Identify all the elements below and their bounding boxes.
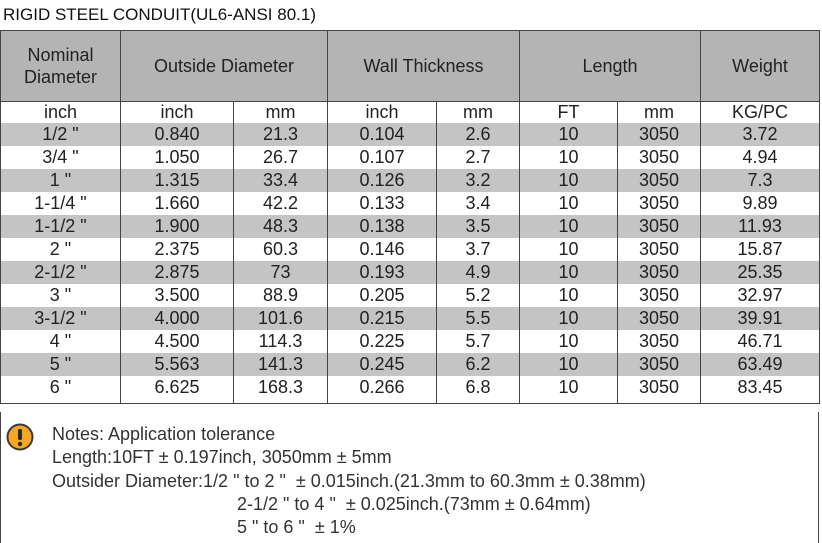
unit-cell: KG/PC: [701, 102, 820, 124]
table-cell: 1.050: [121, 146, 234, 169]
table-row: [1, 146, 820, 169]
table-cell: 114.3: [234, 330, 328, 353]
unit-cell: FT: [520, 102, 618, 124]
table-cell: 3050: [618, 307, 701, 330]
table-cell: 4.000: [121, 307, 234, 330]
table-cell: 4.94: [701, 146, 820, 169]
table-cell: 2-1/2 ": [1, 261, 121, 284]
table-cell: 2.7: [437, 146, 520, 169]
table-cell: 73: [234, 261, 328, 284]
table-cell: 168.3: [234, 376, 328, 404]
table-cell: 3.500: [121, 284, 234, 307]
table-cell: 88.9: [234, 284, 328, 307]
unit-cell: inch: [1, 102, 121, 124]
table-cell: 4.9: [437, 261, 520, 284]
table-cell: 0.205: [328, 284, 437, 307]
table-cell: 3050: [618, 284, 701, 307]
table-cell: 6.625: [121, 376, 234, 404]
table-cell: 0.126: [328, 169, 437, 192]
table-cell: 10: [520, 307, 618, 330]
exclamation-warning-icon: [6, 423, 34, 451]
table-cell: 2.875: [121, 261, 234, 284]
table-cell: 3050: [618, 192, 701, 215]
table-cell: 2.6: [437, 123, 520, 146]
table-cell: 6.8: [437, 376, 520, 404]
notes-outside-diameter-3: 5 " to 6 " ± 1%: [237, 517, 356, 537]
table-cell: 63.49: [701, 353, 820, 376]
unit-cell: inch: [328, 102, 437, 124]
table-cell: 10: [520, 238, 618, 261]
header-length: Length: [520, 31, 701, 102]
table-cell: 0.104: [328, 123, 437, 146]
table-cell: 11.93: [701, 215, 820, 238]
table-cell: 26.7: [234, 146, 328, 169]
conduit-spec-table: [0, 30, 820, 404]
table-cell: 5.7: [437, 330, 520, 353]
table-row: [1, 376, 820, 404]
table-cell: 3050: [618, 261, 701, 284]
unit-cell: mm: [618, 102, 701, 124]
table-cell: 1.660: [121, 192, 234, 215]
table-cell: 3050: [618, 353, 701, 376]
table-cell: 0.138: [328, 215, 437, 238]
table-cell: 1 ": [1, 169, 121, 192]
table-cell: 5 ": [1, 353, 121, 376]
notes-length: Length:10FT ± 0.197inch, 3050mm ± 5mm: [52, 447, 392, 467]
table-cell: 0.107: [328, 146, 437, 169]
table-row: [1, 192, 820, 215]
table-cell: 1-1/2 ": [1, 215, 121, 238]
table-cell: 0.225: [328, 330, 437, 353]
table-cell: 3050: [618, 123, 701, 146]
table-cell: 1.315: [121, 169, 234, 192]
table-cell: 60.3: [234, 238, 328, 261]
units-row: [1, 102, 820, 124]
table-cell: 3050: [618, 376, 701, 404]
table-cell: 3/4 ": [1, 146, 121, 169]
table-cell: 1/2 ": [1, 123, 121, 146]
table-cell: 3050: [618, 146, 701, 169]
table-cell: 101.6: [234, 307, 328, 330]
table-cell: 6.2: [437, 353, 520, 376]
table-cell: 33.4: [234, 169, 328, 192]
table-row: [1, 307, 820, 330]
table-cell: 10: [520, 261, 618, 284]
notes-section: [0, 412, 819, 543]
table-cell: 4.500: [121, 330, 234, 353]
table-cell: 0.840: [121, 123, 234, 146]
table-cell: 3.2: [437, 169, 520, 192]
table-cell: 1.900: [121, 215, 234, 238]
table-cell: 3-1/2 ": [1, 307, 121, 330]
table-cell: 25.35: [701, 261, 820, 284]
table-row: [1, 330, 820, 353]
table-row: [1, 284, 820, 307]
table-cell: 10: [520, 330, 618, 353]
table-cell: 39.91: [701, 307, 820, 330]
table-cell: 0.146: [328, 238, 437, 261]
table-cell: 0.193: [328, 261, 437, 284]
table-cell: 10: [520, 215, 618, 238]
table-cell: 1-1/4 ": [1, 192, 121, 215]
table-cell: 4 ": [1, 330, 121, 353]
table-cell: 3 ": [1, 284, 121, 307]
table-row: [1, 215, 820, 238]
table-cell: 21.3: [234, 123, 328, 146]
table-cell: 32.97: [701, 284, 820, 307]
table-cell: 10: [520, 169, 618, 192]
table-cell: 5.563: [121, 353, 234, 376]
notes-outside-diameter-1: Outsider Diameter:1/2 " to 2 " ± 0.015inch.(21.3mm to 60.3mm ± 0.38mm): [52, 471, 646, 491]
table-row: [1, 353, 820, 376]
table-cell: 83.45: [701, 376, 820, 404]
table-cell: 0.215: [328, 307, 437, 330]
table-cell: 42.2: [234, 192, 328, 215]
unit-cell: inch: [121, 102, 234, 124]
unit-cell: mm: [234, 102, 328, 124]
table-cell: 3050: [618, 169, 701, 192]
table-cell: 10: [520, 123, 618, 146]
table-cell: 6 ": [1, 376, 121, 404]
header-row: [1, 31, 820, 102]
header-outside-diameter: Outside Diameter: [121, 31, 328, 102]
table-cell: 2 ": [1, 238, 121, 261]
table-cell: 5.5: [437, 307, 520, 330]
notes-outside-diameter-2: 2-1/2 " to 4 " ± 0.025inch.(73mm ± 0.64mm): [237, 494, 591, 514]
table-cell: 3050: [618, 238, 701, 261]
table-cell: 10: [520, 353, 618, 376]
header-wall-thickness: Wall Thickness: [328, 31, 520, 102]
table-cell: 0.133: [328, 192, 437, 215]
table-cell: 10: [520, 192, 618, 215]
table-cell: 0.266: [328, 376, 437, 404]
table-cell: 3.4: [437, 192, 520, 215]
table-row: [1, 123, 820, 146]
table-cell: 3050: [618, 330, 701, 353]
notes-heading: Notes: Application tolerance: [52, 424, 276, 444]
table-row: [1, 261, 820, 284]
table-cell: 3.5: [437, 215, 520, 238]
table-row: [1, 238, 820, 261]
table-cell: 10: [520, 284, 618, 307]
table-cell: 10: [520, 146, 618, 169]
table-cell: 15.87: [701, 238, 820, 261]
table-cell: 3.7: [437, 238, 520, 261]
table-cell: 46.71: [701, 330, 820, 353]
table-cell: 141.3: [234, 353, 328, 376]
table-cell: 10: [520, 376, 618, 404]
table-cell: 9.89: [701, 192, 820, 215]
table-row: [1, 169, 820, 192]
header-weight: Weight: [701, 31, 820, 102]
table-cell: 3.72: [701, 123, 820, 146]
table-cell: 0.245: [328, 353, 437, 376]
header-nominal-diameter: Nominal Diameter: [1, 31, 121, 102]
table-cell: 48.3: [234, 215, 328, 238]
table-cell: 5.2: [437, 284, 520, 307]
table-cell: 7.3: [701, 169, 820, 192]
table-cell: 3050: [618, 215, 701, 238]
table-cell: 2.375: [121, 238, 234, 261]
page-title: RIGID STEEL CONDUIT(UL6-ANSI 80.1): [3, 5, 316, 24]
unit-cell: mm: [437, 102, 520, 124]
